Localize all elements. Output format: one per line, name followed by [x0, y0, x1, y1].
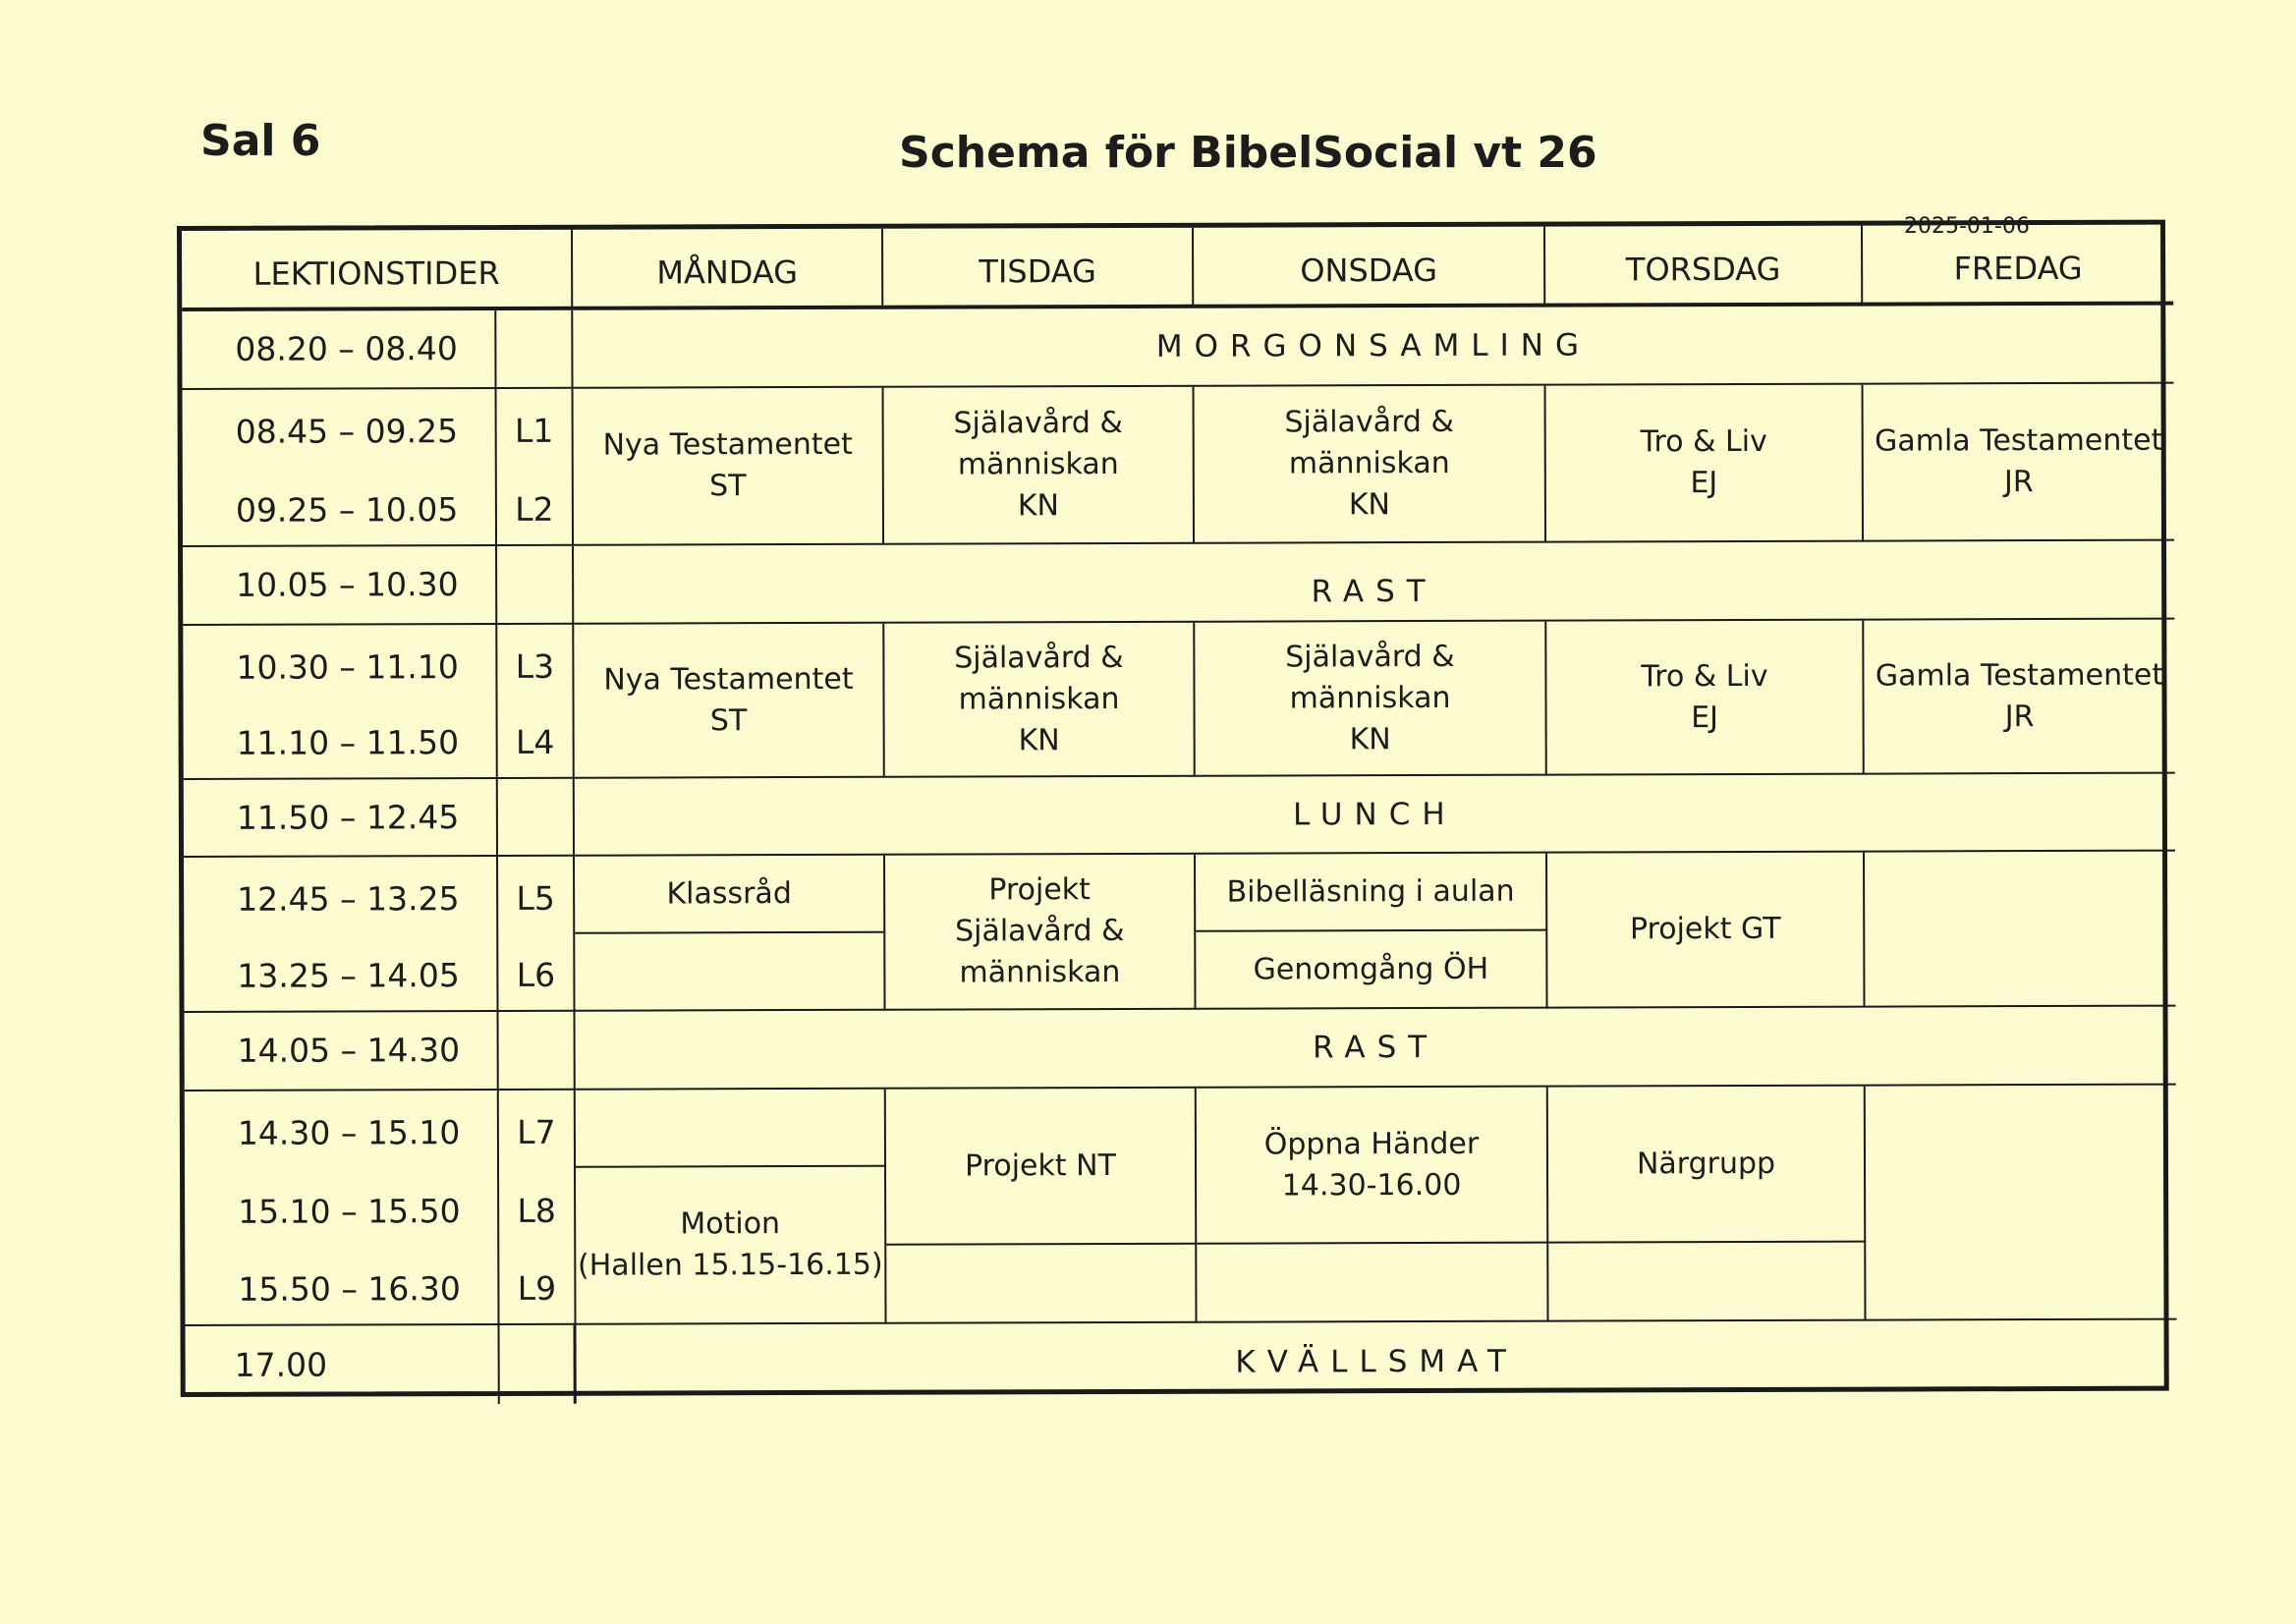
course-name: Gamla Testamentet — [1875, 657, 2164, 694]
time-slot-group — [184, 857, 498, 1013]
lesson-cell — [1546, 621, 1864, 776]
schedule-table — [177, 220, 2169, 1397]
lesson-cell: Projekt GT — [1547, 853, 1865, 1009]
lesson-cell: Bibelläsning i aulan — [1196, 854, 1547, 932]
time-slot: 17.00 — [186, 1325, 500, 1405]
lesson-number: L1 — [514, 411, 554, 450]
lesson-number-empty — [497, 546, 574, 625]
lesson-number-group — [498, 857, 575, 1012]
lesson-cell — [1864, 620, 2174, 775]
break-lunch: LUNCH — [575, 774, 2175, 857]
course-name: människan — [959, 954, 1121, 990]
lesson-cell — [1864, 384, 2175, 542]
lesson-number: L9 — [517, 1268, 557, 1308]
header-tuesday: TISDAG — [883, 228, 1194, 309]
teacher-code: ST — [709, 469, 747, 504]
course-name: människan — [1288, 445, 1450, 481]
course-name: Öppna Händer — [1263, 1126, 1480, 1162]
course-name: Gamla Testamentet — [1875, 422, 2163, 459]
time-slot-group — [183, 625, 497, 780]
course-detail: 14.30-16.00 — [1281, 1167, 1462, 1203]
course-name: människan — [1289, 680, 1451, 715]
lesson-number: L4 — [515, 722, 555, 761]
time-slot: 09.25 – 10.05 — [235, 490, 459, 530]
time-slot: 12.45 – 13.25 — [237, 879, 460, 919]
lesson-number-group — [497, 389, 575, 546]
time-slot-group — [183, 389, 498, 547]
course-name: Nya Testamentet — [602, 426, 853, 463]
teacher-code: ST — [709, 702, 748, 738]
time-slot: 14.30 – 15.10 — [237, 1113, 461, 1152]
lesson-cell — [576, 1167, 887, 1325]
course-name: människan — [957, 446, 1119, 482]
course-detail: (Hallen 15.15-16.15) — [577, 1247, 883, 1283]
room-label: Sal 6 — [200, 116, 321, 166]
lesson-cell-empty — [1865, 852, 2175, 1008]
lesson-cell — [884, 623, 1195, 778]
lesson-cell — [1546, 385, 1865, 543]
time-slot: 11.10 – 11.50 — [236, 723, 460, 762]
time-slot: 15.10 – 15.50 — [238, 1191, 461, 1231]
lesson-cell — [574, 624, 884, 779]
lesson-number: L7 — [517, 1112, 556, 1151]
lesson-number-empty — [499, 1012, 576, 1091]
course-name: Själavård & — [1284, 404, 1454, 440]
lesson-number: L6 — [516, 955, 556, 994]
lesson-cell-empty — [1197, 1244, 1548, 1323]
course-name: Själavård & — [953, 405, 1123, 441]
course-name: Själavård & — [955, 913, 1125, 949]
time-slot: 10.05 – 10.30 — [183, 546, 497, 626]
lesson-number-group — [499, 1091, 577, 1325]
lesson-number: L2 — [515, 489, 554, 529]
time-slot: 14.05 – 14.30 — [185, 1012, 499, 1092]
schedule-title: Schema för BibelSocial vt 26 — [899, 128, 1597, 178]
lesson-number: L5 — [516, 878, 555, 918]
break-morning-assembly: MORGONSAMLING — [573, 306, 2173, 389]
time-slot: 08.45 – 09.25 — [235, 412, 459, 451]
time-slot: 15.50 – 16.30 — [238, 1269, 461, 1309]
time-slot: 10.30 – 11.10 — [236, 647, 459, 687]
lesson-number-empty — [498, 779, 575, 857]
lesson-cell-empty — [1866, 1086, 2177, 1321]
course-name: människan — [958, 681, 1120, 717]
lesson-number: L8 — [517, 1191, 556, 1230]
time-slot: 13.25 – 14.05 — [237, 956, 460, 995]
time-slot-group — [185, 1091, 500, 1326]
lesson-cell-empty — [575, 933, 885, 1012]
break-recess: RAST — [576, 1007, 2176, 1091]
lesson-cell: Projekt NT — [886, 1089, 1197, 1246]
header-lesson-times: LEKTIONSTIDER — [182, 230, 573, 311]
course-name: Projekt — [988, 872, 1091, 908]
course-name: Tro & Liv — [1641, 658, 1768, 694]
lesson-number-empty — [500, 1325, 577, 1404]
teacher-code: EJ — [1691, 700, 1719, 735]
lesson-number-group — [497, 625, 574, 779]
teacher-code: KN — [1348, 487, 1391, 523]
lesson-cell — [574, 388, 885, 546]
lesson-number-empty — [496, 310, 573, 389]
course-name: Motion — [680, 1206, 781, 1242]
course-name: Tro & Liv — [1640, 423, 1767, 460]
time-slot: 11.50 – 12.45 — [184, 779, 498, 858]
teacher-code: JR — [2003, 465, 2034, 500]
lesson-cell — [884, 387, 1196, 545]
lesson-cell — [885, 855, 1196, 1011]
lesson-cell-empty — [1548, 1243, 1866, 1322]
lesson-cell: Genomgång ÖH — [1196, 931, 1547, 1010]
break-dinner: KVÄLLSMAT — [1235, 1343, 1518, 1380]
lesson-cell: Klassråd — [575, 856, 885, 934]
teacher-code: KN — [1017, 488, 1060, 524]
lesson-cell — [1195, 386, 1547, 544]
lesson-cell — [1197, 1088, 1548, 1245]
teacher-code: KN — [1349, 721, 1391, 756]
lesson-cell-empty — [886, 1245, 1197, 1324]
time-slot: 08.20 – 08.40 — [182, 310, 496, 390]
course-name: Nya Testamentet — [603, 661, 854, 698]
lesson-cell-empty — [576, 1090, 886, 1168]
schedule-date: 2025-01-06 — [1904, 214, 2030, 239]
lesson-cell: Närgrupp — [1548, 1087, 1866, 1244]
break-recess: RAST — [574, 541, 2174, 625]
teacher-code: JR — [2004, 699, 2035, 734]
header-thursday: TORSDAG — [1545, 226, 1863, 308]
header-wednesday: ONSDAG — [1194, 227, 1545, 308]
header-friday: FREDAG — [1863, 225, 2173, 307]
course-name: Själavård & — [1285, 639, 1455, 674]
course-name: Själavård & — [954, 640, 1124, 676]
teacher-code: KN — [1018, 722, 1060, 757]
teacher-code: EJ — [1690, 466, 1718, 501]
lesson-number: L3 — [515, 646, 555, 686]
header-monday: MÅNDAG — [573, 229, 883, 310]
lesson-cell — [1195, 622, 1546, 777]
